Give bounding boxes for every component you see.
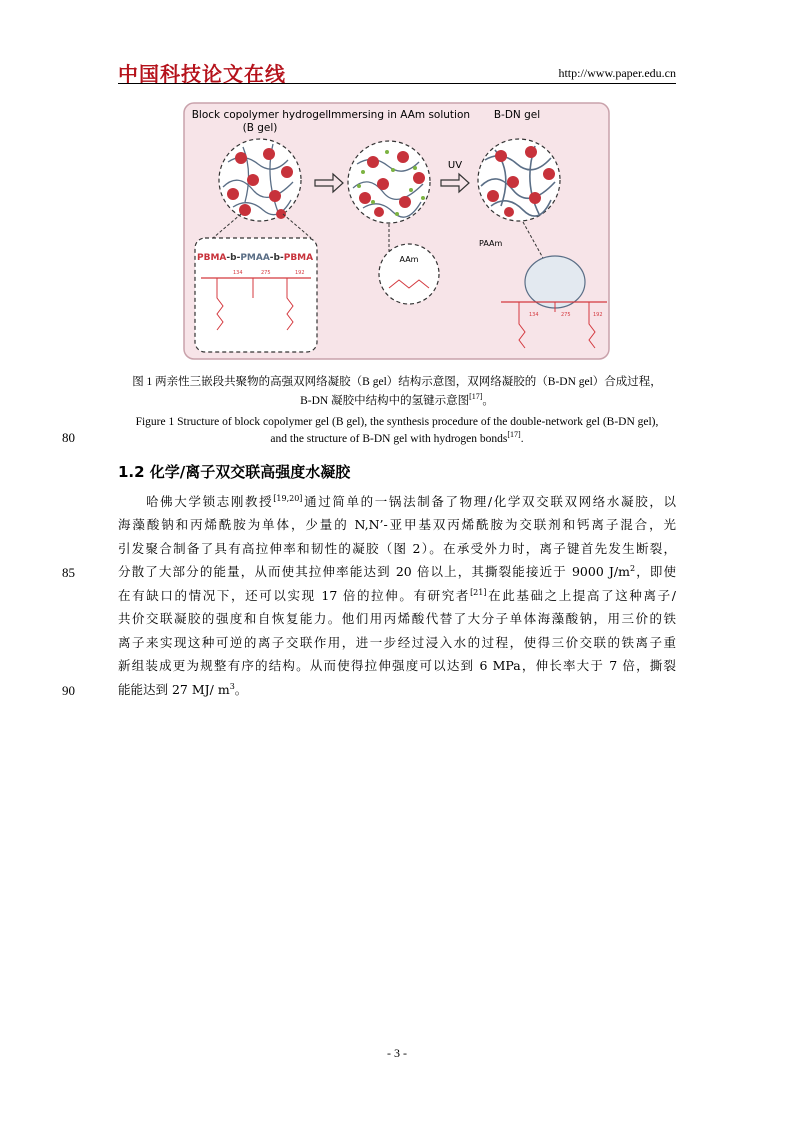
- figure-1-diagram: [183, 102, 610, 360]
- body-line-7: 离子来实现这种可逆的离子交联作用，进一步经过浸入水的过程，使得三价交联的铁离子重: [118, 635, 676, 650]
- paam-label: PAAm: [479, 239, 503, 248]
- body-line-5: 在有缺口的情况下，还可以实现 17 倍的拉伸。有研究者[21]在此基础之上提高了这种离子/: [118, 587, 676, 603]
- line-number-85: 85: [62, 565, 75, 580]
- body-line-8: 新组装成更为规整有序的结构。从而使得拉伸强度可以达到 6 MPa，伸长率大于 7 倍，撕裂: [118, 658, 676, 673]
- panel-title-b-gel-abbrev: (B gel): [242, 122, 278, 134]
- site-logo: 中国科技论文在线: [118, 62, 286, 86]
- svg-text:275: 275: [561, 312, 571, 318]
- header-url: http://www.paper.edu.cn: [558, 66, 676, 80]
- panel-title-b-gel: Block copolymer hydrogel: [191, 109, 329, 121]
- page-number: - 3 -: [387, 1046, 407, 1060]
- body-line-3: 引发聚合制备了具有高拉伸率和韧性的凝胶（图 2）。在承受外力时，离子键首先发生断裂，: [118, 541, 676, 556]
- body-line-6: 共价交联凝胶的强度和自恢复能力。他们用丙烯酸代替了大分子单体海藻酸钠，用三价的铁: [118, 611, 676, 626]
- aam-zoom-circle: [379, 244, 439, 304]
- body-line-1: 哈佛大学锁志刚教授[19,20]通过简单的一锅法制备了物理/化学双交联双网络水凝胶，以: [146, 493, 676, 509]
- hydrogen-bond-zoom: [525, 256, 585, 308]
- panel-title-immersing: Immersing in AAm solution: [327, 109, 471, 121]
- svg-text:192: 192: [593, 312, 603, 318]
- figure-caption-en-line1: Figure 1 Structure of block copolymer gel (B gel), the synthesis procedure of the double-network gel (B-DN gel),: [135, 416, 659, 428]
- uv-label: UV: [447, 160, 463, 171]
- svg-text:275: 275: [261, 270, 271, 276]
- svg-text:AAm: AAm: [399, 255, 419, 264]
- figure-caption-zh-line2: B-DN 凝胶中结构中的氢键示意图[17]。: [300, 392, 494, 407]
- svg-text:134: 134: [233, 270, 243, 276]
- body-line-9: 能能达到 27 MJ/ $m^3$。: [118, 681, 248, 697]
- line-number-80: 80: [62, 430, 75, 445]
- panel-title-b-dn-gel: B-DN gel: [493, 109, 541, 121]
- b-dn-gel-network: [478, 139, 560, 221]
- figure-caption-en-line2: and the structure of B-DN gel with hydrogen bonds[17].: [270, 430, 524, 445]
- figure-caption-zh-line1: 图 1 两亲性三嵌段共聚物的高强双网络凝胶（B gel）结构示意图，双网络凝胶的（B-DN gel）合成过程，: [132, 376, 662, 388]
- body-line-4: 分散了大部分的能量，从而使其拉伸率能达到 20 倍以上，其撕裂能接近于 9000 $J/m^2$，即使: [118, 563, 676, 579]
- b-gel-network: [219, 139, 301, 221]
- triblock-label: PBMA-b-PMAA-b-PBMA: [197, 253, 314, 263]
- line-number-90: 90: [62, 683, 75, 698]
- header-rule: [118, 83, 676, 84]
- body-line-2: 海藻酸钠和丙烯酰胺为单体，少量的 N,N’-亚甲基双丙烯酰胺为交联剂和钙离子混合，光: [118, 517, 676, 532]
- svg-text:134: 134: [529, 312, 539, 318]
- svg-text:192: 192: [295, 270, 305, 276]
- section-heading: 1.2 化学/离子双交联高强度水凝胶: [118, 463, 351, 481]
- immersed-network: [348, 141, 430, 223]
